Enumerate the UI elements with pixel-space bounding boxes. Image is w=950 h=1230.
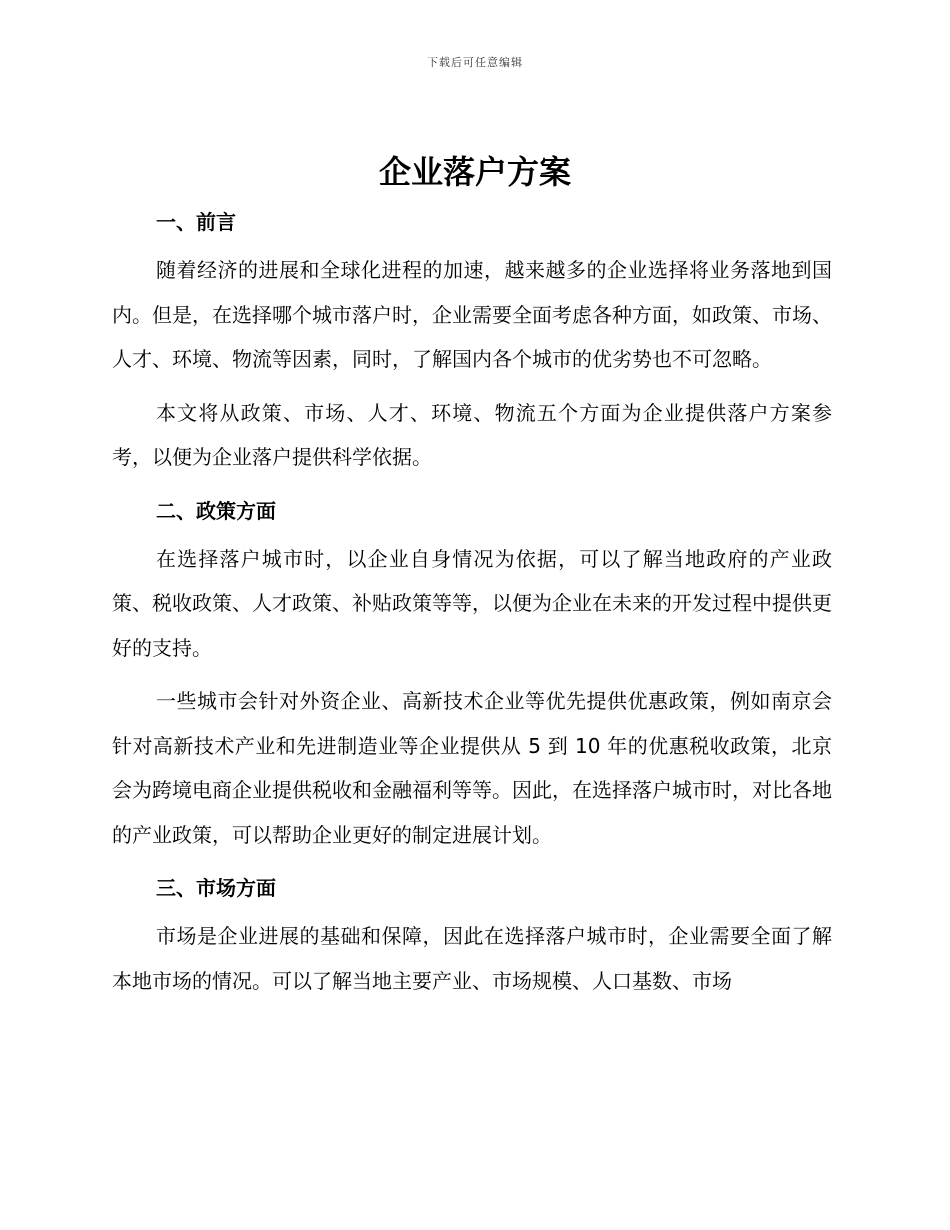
section-heading: 三、市场方面 (156, 876, 276, 900)
paragraph: 本文将从政策、市场、人才、环境、物流五个方面为企业提供落户方案参考，以便为企业落户提供科学依据。 (112, 400, 832, 469)
section-preface (112, 200, 832, 480)
section-market (112, 866, 832, 1003)
paragraph: 在选择落户城市时，以企业自身情况为依据，可以了解当地政府的产业政策、税收政策、人才政策、补贴政策等等，以便为企业在未来的开发过程中提供更好的支持。 (112, 546, 832, 660)
section-heading: 二、政策方面 (156, 498, 276, 523)
document-title: 企业落户方案 (378, 153, 571, 191)
document-body (112, 200, 832, 1003)
section-heading: 一、前言 (156, 210, 236, 234)
section-policy (112, 489, 832, 858)
paragraph: 一些城市会针对外资企业、高新技术企业等优先提供优惠政策，例如南京会针对高新技术产业和先进制造业等企业提供从 5 到 10 年的优惠税收政策，北京会为跨境电商企业提供税收和金融福利等等。因此，在选择落户城市时，对比各地的产业政策，可以帮助企业更好的制定进展计划。 (112, 689, 832, 847)
header-note: 下载后可任意编辑 (427, 56, 523, 69)
paragraph: 随着经济的进展和全球化进程的加速，越来越多的企业选择将业务落地到国内。但是，在选择哪个城市落户时，企业需要全面考虑各种方面，如政策、市场、人才、环境、物流等因素，同时，了解国内各个城市的优劣势也不可忽略。 (112, 258, 832, 371)
paragraph: 市场是企业进展的基础和保障，因此在选择落户城市时，企业需要全面了解本地市场的情况。可以了解当地主要产业、市场规模、人口基数、市场 (112, 924, 832, 993)
